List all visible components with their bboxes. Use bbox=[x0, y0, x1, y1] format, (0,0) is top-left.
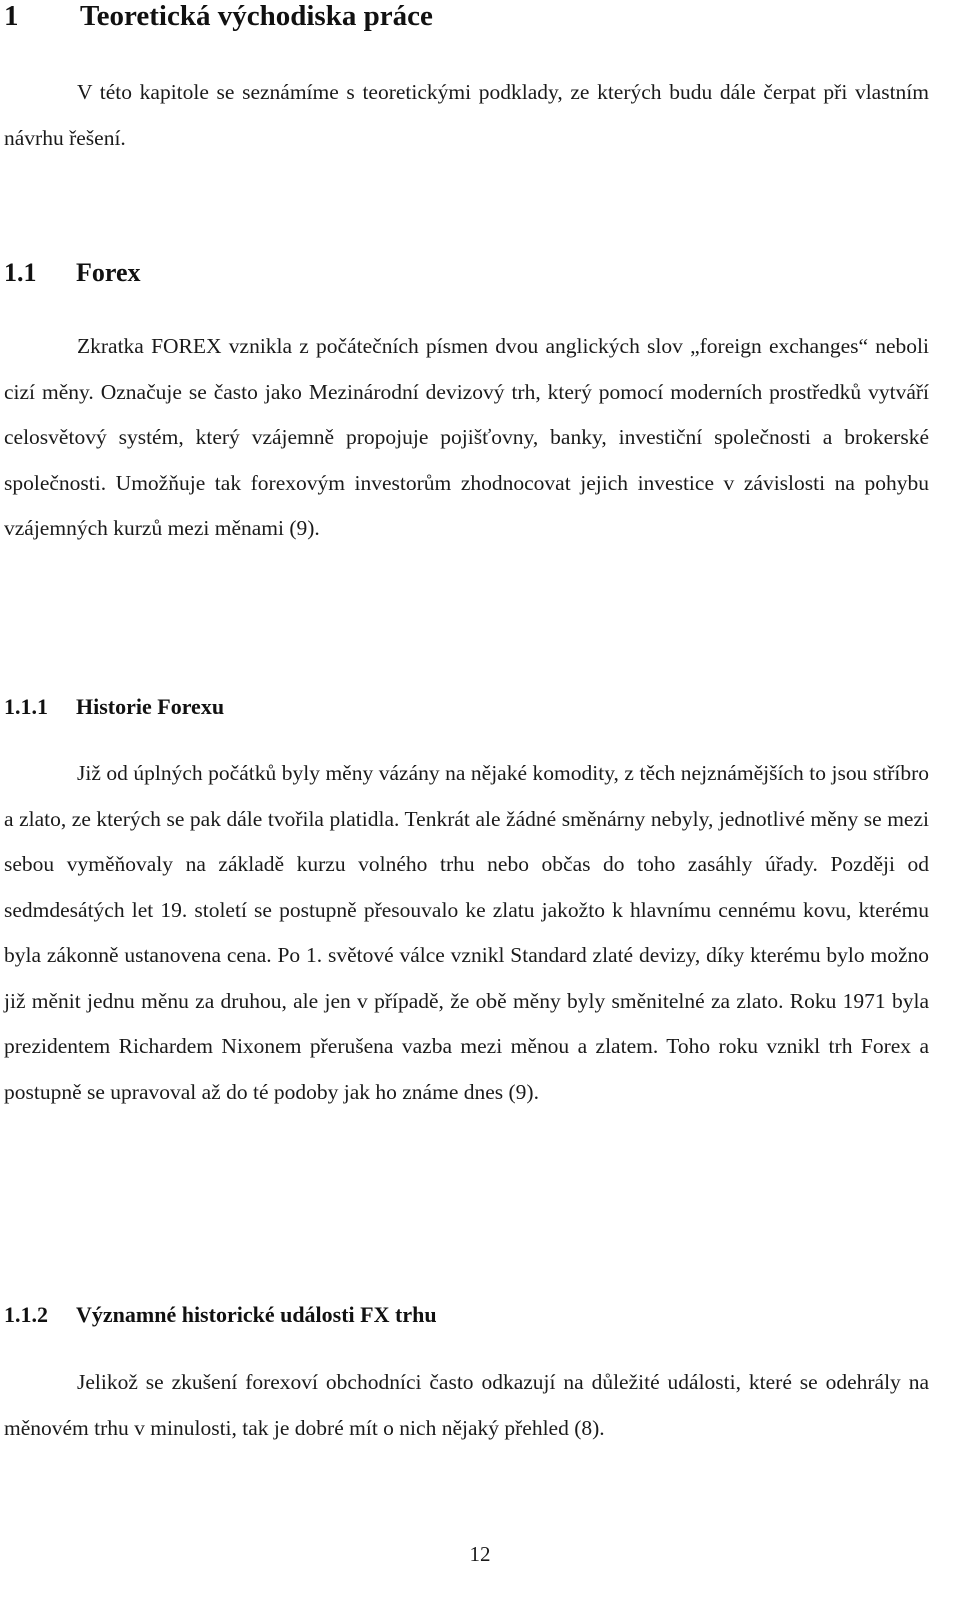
heading-number: 1.1.1 bbox=[4, 694, 48, 719]
chapter-heading bbox=[4, 0, 433, 38]
intro-paragraph: V této kapitole se seznámíme s teoretickými podklady, ze kterých budu dále čerpat při vlastním návrhu řešení. bbox=[4, 80, 929, 150]
heading-number: 1.1 bbox=[4, 258, 37, 287]
heading-number: 1 bbox=[4, 0, 19, 32]
subsection-heading-events bbox=[4, 1298, 437, 1332]
subsection-heading-history bbox=[4, 690, 224, 724]
heading-title: Historie Forexu bbox=[76, 694, 225, 719]
events-paragraph: Jelikož se zkušení forexoví obchodníci často odkazují na důležité události, které se odehrály na měnovém trhu v minulosti, tak je dobré mít o nich nějaký přehled (8). bbox=[4, 1370, 929, 1440]
heading-number: 1.1.2 bbox=[4, 1302, 48, 1327]
heading-title: Forex bbox=[76, 258, 141, 287]
history-paragraph: Již od úplných počátků byly měny vázány na nějaké komodity, z těch nejznámějších to jsou stříbro a zlato, ze kterých se pak dále tvořila platidla. Tenkrát ale žádné směnárny nebyly, jednotlivé měny se mezi sebou vyměňovaly na základě kurzu volného trhu nebo občas do toho zasáhly úřady. Později od sedmdesátých let 19. století se postupně přesouvalo ke zlatu jakožto k hlavnímu cennému kovu, kterému byla zákonně ustanovena cena. Po 1. světové válce vznikl Standard zlaté devizy, díky kterému bylo možno již měnit jednu měnu za druhou, ale jen v případě, že obě měny byly směnitelné za zlato. Roku 1971 byla prezidentem Richardem Nixonem přerušena vazba mezi měnou a zlatem. Toho roku vznikl trh Forex a postupně se upravoval až do té podoby jak ho známe dnes (9). bbox=[4, 761, 929, 1104]
heading-title: Významné historické události FX trhu bbox=[76, 1302, 437, 1327]
heading-title: Teoretická východiska práce bbox=[80, 0, 433, 32]
forex-paragraph: Zkratka FOREX vznikla z počátečních písmen dvou anglických slov „foreign exchanges“ neboli cizí měny. Označuje se často jako Mezinárodní devizový trh, který pomocí moderních prostředků vytváří celosvětový systém, který vzájemně propojuje pojišťovny, banky, investiční společnosti a brokerské společnosti. Umožňuje tak forexovým investorům zhodnocovat jejich investice v závislosti na pohybu vzájemných kurzů mezi měnami (9). bbox=[4, 334, 929, 540]
page-number: 12 bbox=[469, 1542, 491, 1566]
section-heading-forex bbox=[4, 253, 141, 293]
